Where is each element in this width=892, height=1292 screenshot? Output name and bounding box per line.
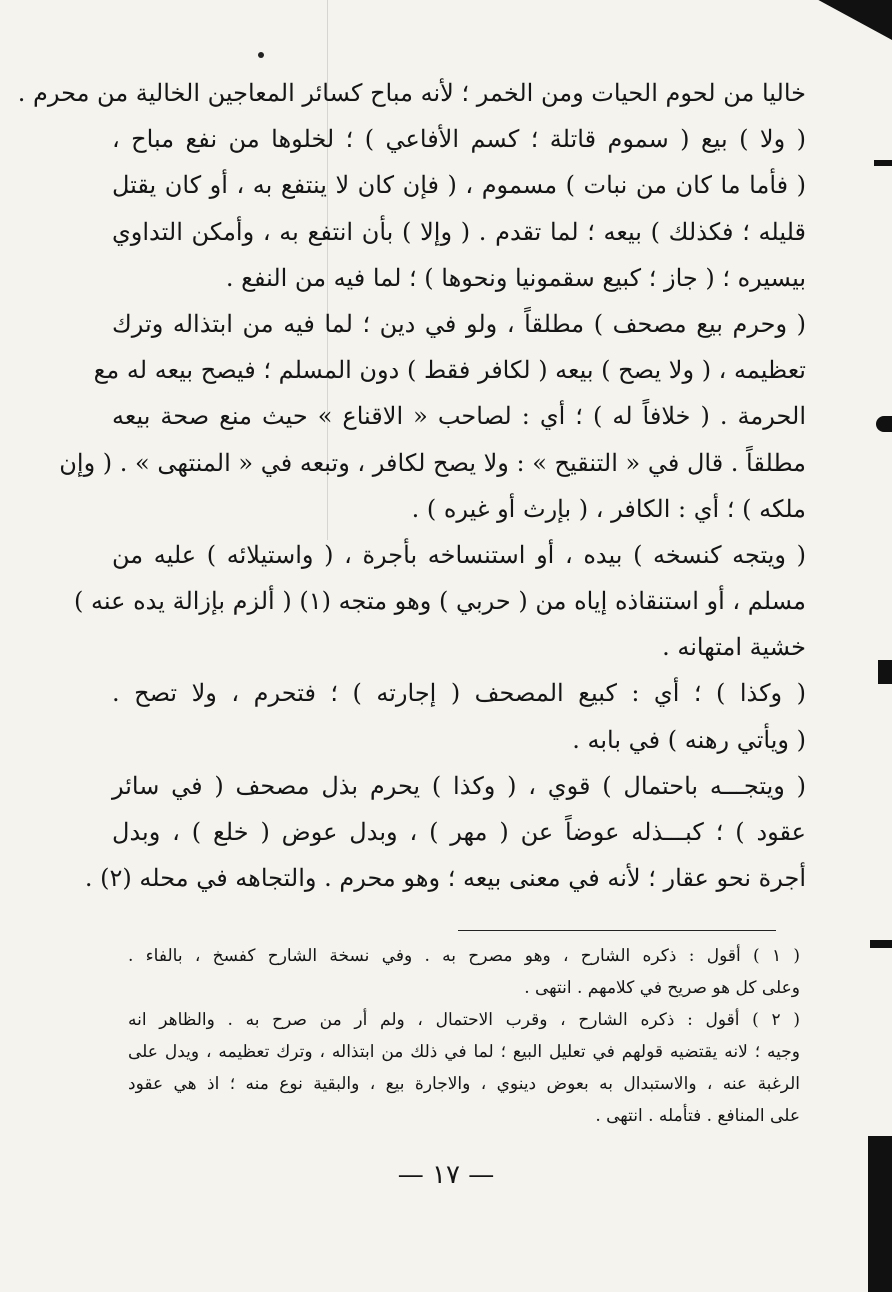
page-number: — ١٧ —: [397, 1160, 495, 1190]
footnotes: [128, 940, 800, 1132]
text-line-11: ( ويتجه كنسخه ) بيده ، أو استنساخه بأجرة ، ( واستيلائه ) عليه من: [112, 540, 806, 569]
scan-edge-corner: [800, 0, 892, 40]
footnote-line-5: الرغبة عنه ، والاستبدال به بعوض دينوي ، والاجارة بيع ، والبقية نوع منه ؛ اذ هي عقود: [128, 1074, 800, 1094]
text-line-3: ( فأما ما كان من نبات ) مسموم ، ( فإن كان لا ينتفع به ، أو كان يقتل: [112, 171, 806, 200]
text-line-9: مطلقاً . قال في « التنقيح » : ولا يصح لكافر ، وتبعه في « المنتهى » . ( وإن: [59, 448, 806, 477]
text-line-4: قليله ؛ فكذلك ) بيعه ؛ لما تقدم . ( وإلا ) بأن انتفع به ، وأمكن التداوي: [112, 217, 806, 246]
footnote-line-1: ( ١ ) أقول : ذكره الشارح ، وهو مصرح به . وفي نسخة الشارح كفسخ ، بالفاء .: [128, 946, 800, 966]
text-line-8: الحرمة . ( خلافاً له ) ؛ أي : لصاحب « الاقناع » حيث منع صحة بيعه: [112, 402, 806, 431]
scan-edge-mark: [870, 940, 892, 948]
text-line-7: تعظيمه ، ( ولا يصح ) بيعه ( لكافر فقط ) دون المسلم ؛ فيصح بيعه له مع: [93, 356, 806, 385]
text-line-10: ملكه ) ؛ أي : الكافر ، ( بإرث أو غيره ) .: [411, 494, 806, 523]
footnote-line-6: على المنافع . فتأمله . انتهى .: [595, 1106, 800, 1126]
text-line-12: مسلم ، أو استنقاذه إياه من ( حربي ) وهو متجه (١) ( ألزم بإزالة يده عنه ): [74, 587, 806, 616]
text-line-2: ( ولا ) بيع ( سموم قاتلة ؛ كسم الأفاعي ) ؛ لخلوها من نفع مباح ،: [112, 125, 806, 154]
scan-edge-bar: [868, 1136, 892, 1292]
text-line-6: ( وحرم بيع مصحف ) مطلقاً ، ولو في دين ؛ لما فيه من ابتذاله وترك: [112, 309, 806, 338]
ink-dot: [258, 52, 264, 58]
footnote-separator: [458, 930, 776, 931]
scan-edge-mark: [874, 160, 892, 166]
text-line-17: عقود ) ؛ كبـــذله عوضاً عن ( مهر ) ، وبدل عوض ( خلع ) ، وبدل: [112, 818, 806, 846]
text-line-1: خاليا من لحوم الحيات ومن الخمر ؛ لأنه مباح كسائر المعاجين الخالية من محرم .: [17, 79, 806, 107]
text-line-14: ( وكذا ) ؛ أي : كبيع المصحف ( إجارته ) ؛ فتحرم ، ولا تصح .: [112, 679, 806, 708]
text-line-13: خشية امتهانه .: [662, 633, 806, 662]
main-text: [17, 70, 806, 901]
scan-edge-mark: [878, 660, 892, 684]
footnote-line-2: وعلى كل هو صريح في كلامهم . انتهى .: [524, 978, 800, 998]
text-line-18: أجرة نحو عقار ؛ لأنه في معنى بيعه ؛ وهو محرم . والتجاهه في محله (٢) .: [84, 864, 806, 893]
footnote-line-4: وجيه ؛ لانه يقتضيه قولهم في تعليل البيع ؛ لما في ذلك من ابتذاله ، وترك تعظيمه ، ويدل على: [128, 1042, 800, 1062]
footnote-line-3: ( ٢ ) أقول : ذكره الشارح ، وقرب الاحتمال ، ولم أر من صرح به . والظاهر انه: [128, 1010, 800, 1030]
text-line-15: ( ويأتي رهنه ) في بابه .: [572, 725, 806, 754]
scan-edge-mark: [876, 416, 892, 432]
text-line-5: بيسيره ؛ ( جاز ؛ كبيع سقمونيا ونحوها ) ؛ لما فيه من النفع .: [225, 263, 806, 292]
text-line-16: ( ويتجـــه باحتمال ) قوي ، ( وكذا ) يحرم بذل مصحف ( في سائر: [112, 771, 806, 800]
